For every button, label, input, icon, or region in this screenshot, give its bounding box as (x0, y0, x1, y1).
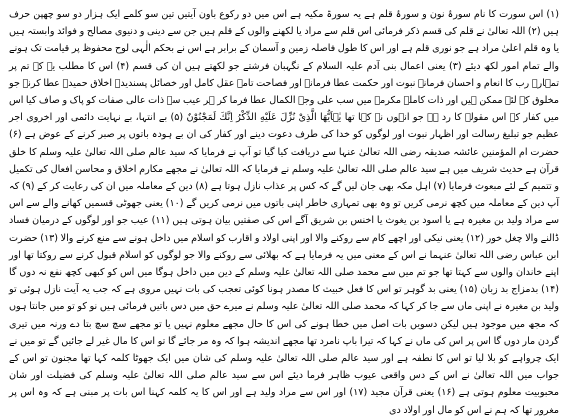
tafsir-paragraph: (۱) اس سورت کا نام سورۂ نون و سورۂ قلم ہے یہ سورۃ مکیہ ہے اس میں دو رکوع باون آیتیں تین سو کلمے ایک ہزار دو سو چھپن حرف ہیں (۲) اللہ تعالیٰ نے قلم کی قسم ذکر فرمائی اس قلم سے مراد یا لکھنے والوں کے قلم ہیں جن سے دینی و دنیوی مصالح و فوائد وابستہ ہیں یا وہ قلم اعلیٰ مراد ہے جو نوری قلم ہے اور اس کا طول فاصلہ زمین و آسمان کے برابر ہے اس نے بحکم الٰہی لوح محفوظ پر قیامت تک ہونے والے تمام امور لکھ دیئے (۳) یعنی اعمال بنی آدم علیہ السلام کے نگہبان فرشتے جو لکھتے ہیں ان کی قسم (۴) اس کا مطلب یہ کہ تم پر تمہارے رب کا انعام و احسان فرمانے نبوت اور حکمت عطا فرمانے اور فصاحت تامہ عقل کامل اور خصائل پسندیدہ اخلاق حمیدہ عطا کرنے جو مخلوق کے لئے ممکن ہیں اور ذات کاملہ مکرمہ میں سب علی وجہ الکمال عطا فرما کر ہر عیب سے ذات عالی صفات کو پاک و صاف کیا اس میں کفار کے اس مقولہ کا رد ہے جو انہوں نے کہا تھا یٰۤاَیُّهَا الَّذِیْ نُزِّلَ عَلَیْهِ الذِّكْرُ اِنَّكَ لَمَجْنُوْنٌ (۵) بے انتہا، بے نہایت دائمی اور اخروی اجر عظیم جو تبلیغ رسالت اور اظہار نبوت اور لوگوں کو خدا کی طرف دعوت دینے اور کفار کی ان بے ہودہ باتوں پر صبر کرنے کے عوض ہے (۶) حضرت ام المؤمنین عائشہ صدیقہ رضی اللہ تعالیٰ عنہا سے دریافت کیا گیا تو آپ نے فرمایا کہ سید عالم صلی اللہ تعالیٰ علیہ وسلم کا خلق قرآن ہے حدیث شریف میں ہے سید عالم صلی اللہ تعالیٰ علیہ وسلم نے فرمایا کہ اللہ تعالیٰ نے مجھے مکارم اخلاق و محاسن افعال کی تکمیل و تتمیم کے لئے مبعوث فرمایا (۷) اہل مکہ بھی جان لیں گے کہ کس پر عذاب نازل ہوتا ہے (۸) دین کے معاملہ میں ان کی رعایت کر کے (۹) کہ آپ دین کے معاملہ میں کچھ نرمی کریں تو وہ بھی تمہاری خاطر اپنی باتوں میں نرمی کریں گے (۱۰) یعنی جھوٹی قسمیں کھانے والے سے اس سے مراد ولید بن مغیرہ ہے یا اسود بن یغوث یا اخنس بن شریق آگے اس کی صفتیں بیان ہوتی ہیں (۱۱) عیب جو اور لوگوں کے درمیان فساد ڈالنے والا چغل خور (۱۲) یعنی نیکی اور اچھے کام سے روکنے والا اور اپنی اولاد و اقارب کو اسلام میں داخل ہونے سے منع کرنے والا (۱۳) حضرت ابن عباس رضی اللہ تعالیٰ عنہما نے اس کے معنی میں یہ فرمایا ہے کہ بھلائی سے روکنے والا جو لوگوں کو اسلام قبول کرنے سے روکتا تھا اور اپنے خاندان والوں سے کہتا تھا جو تم میں سے محمد صلی اللہ تعالیٰ علیہ وسلم کے دین میں داخل ہوگا میں اس کو کبھی کچھ نفع نہ دوں گا (۱۴) بدمزاج بد زبان (۱۵) یعنی بد گوہر تو اس کا فعل خبیث کا مصدر ہونا کوئی تعجب کی بات نہیں مروی ہے کہ جب یہ آیت نازل ہوئی تو ولید بن مغیرہ نے اپنی ماں سے جا کر کہا کہ محمد صلی اللہ تعالیٰ علیہ وسلم نے میرے حق میں دس باتیں فرمائی ہیں نو کو تو میں جانتا ہوں کہ مجھ میں موجود ہیں لیکن دسویں بات اصل میں خطا ہونے کی اس کا حال مجھے معلوم نہیں یا تو مجھے سچ سچ بتا دے ورنہ میں تیری گردن مار دوں گا اس پر اس کی ماں نے کہا کہ تیرا باپ نامرد تھا مجھے اندیشہ ہوا کہ وہ مر جائے گا تو اس کا مال غیر لے جائیں گے تو میں نے ایک چرواہے کو بلا لیا تو اس کا نطفہ ہے اور سید عالم صلی اللہ تعالیٰ علیہ وسلم کی شان میں ایک جھوٹا کلمہ کہا تھا مجنون تو اس کے جواب میں اللہ تعالیٰ نے اس کے دس واقعی عیوب ظاہر فرما دیئے اس سے سید عالم صلی اللہ تعالیٰ علیہ وسلم کی فضیلت اور شان محبوبیت معلوم ہوتی ہے (۱۶) یعنی قرآن مجید (۱۷) اور اس سے مراد ولید ہے اور اس کا یہ کلمہ کہنا اس بات پر مبنی ہے کہ وہ اس پر مغرور تھا کہ ہم نے اس کو مال اور اولاد دی (9, 9, 560, 416)
